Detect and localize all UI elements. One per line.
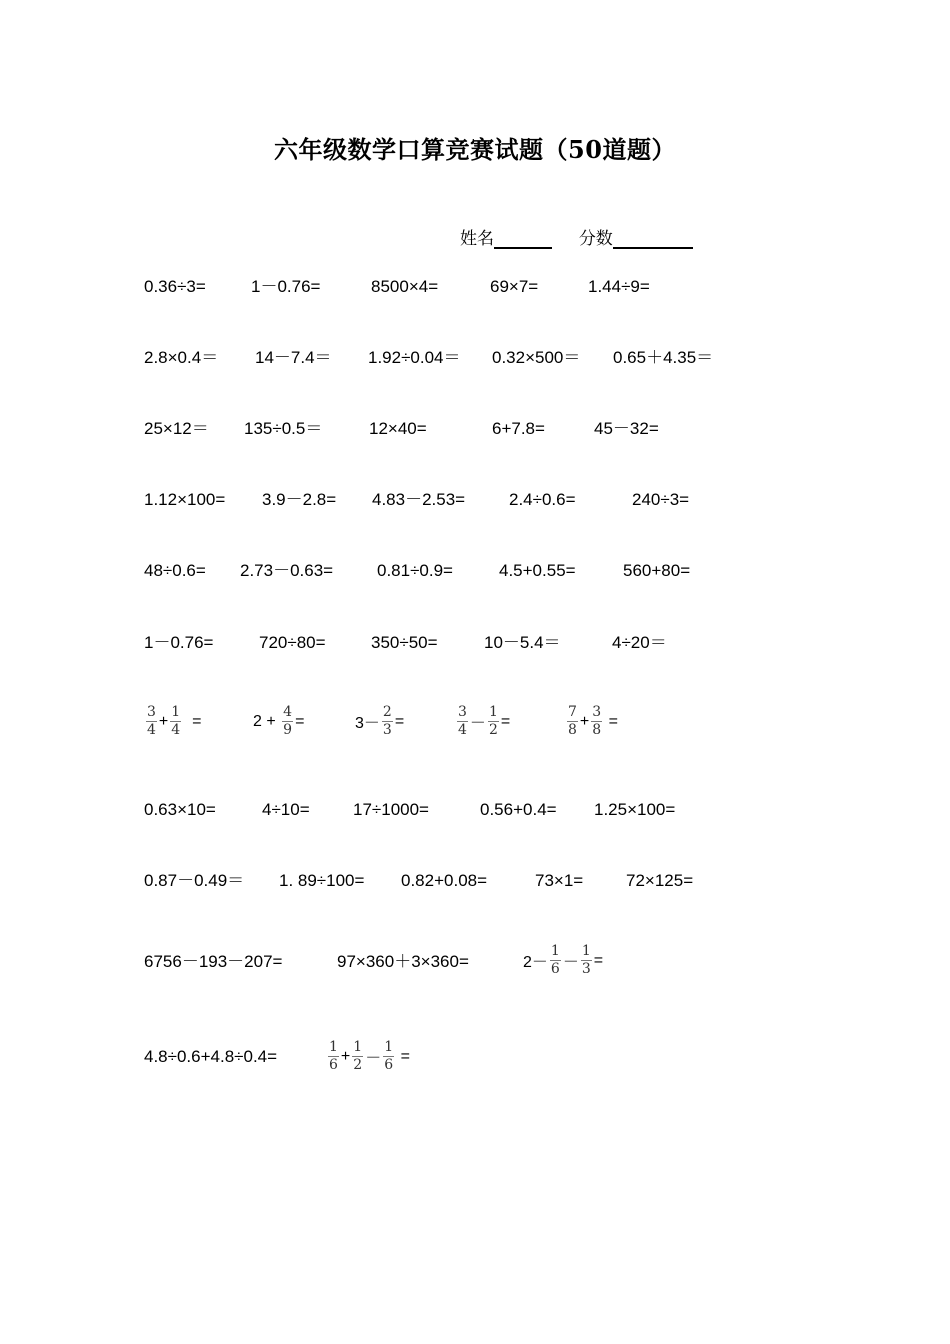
operator: = — [394, 712, 405, 730]
fraction-problem — [253, 704, 304, 752]
denominator: 6 — [550, 961, 560, 977]
fraction — [567, 704, 578, 739]
operator: = — [500, 712, 511, 730]
name-label: 姓名 — [460, 229, 494, 249]
problem: 0.87－0.49＝ — [144, 871, 245, 890]
denominator: 9 — [283, 722, 293, 738]
problem: 560+80= — [623, 561, 691, 580]
problem-row-4 — [0, 490, 950, 530]
problem: 720÷80= — [259, 633, 326, 652]
numerator: 3 — [147, 704, 156, 720]
problem: 97×360＋3×360= — [337, 952, 469, 971]
numerator: 1 — [488, 704, 498, 720]
problem-row-1 — [0, 277, 950, 317]
problem: 0.36÷3= — [144, 277, 206, 296]
problem: 69×7= — [490, 277, 539, 296]
score-blank[interactable] — [613, 229, 693, 249]
fraction — [382, 704, 393, 739]
fraction — [581, 943, 592, 978]
problem: 240÷3= — [632, 490, 690, 509]
problem: 25×12＝ — [144, 419, 209, 438]
problem: 8500×4= — [371, 277, 439, 296]
numerator: 3 — [458, 704, 467, 720]
fraction-problem — [144, 704, 201, 752]
problem: 135÷0.5＝ — [244, 419, 323, 438]
problem: 1.44÷9= — [588, 277, 650, 296]
fraction — [328, 1039, 339, 1074]
fraction-problem — [355, 704, 404, 752]
problem-row-2 — [0, 348, 950, 388]
problem: 1－0.76= — [251, 277, 321, 296]
problem: 10－5.4＝ — [484, 633, 561, 652]
problem: 0.65＋4.35＝ — [613, 348, 714, 367]
page-title: 六年级数学口算竞赛试题（50道题） — [274, 135, 676, 164]
problem: 1－0.76= — [144, 633, 214, 652]
fraction-problem — [455, 704, 510, 752]
numerator: 2 — [382, 704, 392, 720]
problem: 0.56+0.4= — [480, 800, 557, 819]
fraction — [383, 1039, 394, 1074]
denominator: 2 — [488, 722, 498, 738]
denominator: 6 — [384, 1057, 394, 1073]
operator: + — [340, 1047, 351, 1065]
problem: 73×1= — [535, 871, 584, 890]
fraction — [146, 704, 157, 739]
problem: 1.92÷0.04＝ — [368, 348, 461, 367]
numerator: 7 — [568, 704, 577, 720]
problem: 4.5+0.55= — [499, 561, 576, 580]
fraction — [591, 704, 602, 739]
problem-row-11 — [0, 1039, 950, 1099]
problem: 14－7.4＝ — [255, 348, 332, 367]
numerator: 1 — [581, 943, 591, 959]
operator: = — [604, 712, 618, 730]
name-blank[interactable] — [494, 229, 552, 249]
fraction-problem — [565, 704, 618, 752]
problem-row-5 — [0, 561, 950, 601]
problem: 6756－193－207= — [144, 952, 283, 971]
denominator: 8 — [568, 722, 577, 738]
numerator: 1 — [171, 704, 181, 720]
problem: 4÷10= — [262, 800, 310, 819]
problem: 0.81÷0.9= — [377, 561, 453, 580]
numerator: 1 — [384, 1039, 394, 1055]
problem: 12×40= — [369, 419, 427, 438]
operator: － — [469, 715, 486, 732]
problem: 2.8×0.4＝ — [144, 348, 219, 367]
problem: 350÷50= — [371, 633, 438, 652]
operator: 2－ — [523, 954, 548, 971]
problem: 1. 89÷100= — [279, 871, 365, 890]
problem: 1.12×100= — [144, 490, 226, 509]
problem: 4.8÷0.6+4.8÷0.4= — [144, 1047, 278, 1066]
operator: = — [183, 712, 202, 730]
fraction-problem — [326, 1039, 410, 1087]
numerator: 1 — [329, 1039, 338, 1055]
student-info — [460, 224, 693, 249]
denominator: 3 — [581, 961, 591, 977]
operator: － — [365, 1050, 382, 1067]
problem: 4÷20＝ — [612, 633, 667, 652]
fraction-row — [0, 704, 950, 764]
operator: = — [593, 951, 604, 969]
operator: 3－ — [355, 715, 380, 732]
denominator: 8 — [592, 722, 602, 738]
numerator: 4 — [283, 704, 293, 720]
problem: 0.63×10= — [144, 800, 216, 819]
operator: + — [579, 712, 590, 730]
fraction — [457, 704, 468, 739]
fraction-problem — [523, 943, 603, 991]
operator: + — [158, 712, 169, 730]
problem: 6+7.8= — [492, 419, 545, 438]
problem-row-3 — [0, 419, 950, 459]
numerator: 1 — [550, 943, 560, 959]
operator: = — [396, 1047, 410, 1065]
fraction — [282, 704, 293, 739]
problem: 2.4÷0.6= — [509, 490, 576, 509]
problem: 4.83－2.53= — [372, 490, 466, 509]
denominator: 4 — [147, 722, 156, 738]
problem: 1.25×100= — [594, 800, 676, 819]
denominator: 6 — [329, 1057, 338, 1073]
problem: 72×125= — [626, 871, 694, 890]
problem-row-9 — [0, 871, 950, 911]
problem: 0.32×500＝ — [492, 348, 581, 367]
problem-row-6 — [0, 633, 950, 673]
fraction — [170, 704, 181, 739]
numerator: 3 — [592, 704, 602, 720]
operator: 2 + — [253, 712, 281, 730]
problem: 48÷0.6= — [144, 561, 206, 580]
problem-row-8 — [0, 800, 950, 840]
numerator: 1 — [353, 1039, 363, 1055]
denominator: 2 — [353, 1057, 363, 1073]
fraction — [550, 943, 561, 978]
score-label: 分数 — [578, 229, 613, 249]
problem: 0.82+0.08= — [401, 871, 488, 890]
fraction — [352, 1039, 363, 1074]
problem-row-10 — [0, 943, 950, 1003]
operator: = — [295, 712, 305, 730]
denominator: 3 — [382, 722, 392, 738]
problem: 45－32= — [594, 419, 659, 438]
problem: 3.9－2.8= — [262, 490, 337, 509]
fraction — [488, 704, 499, 739]
problem: 2.73－0.63= — [240, 561, 334, 580]
operator: － — [562, 954, 579, 971]
denominator: 4 — [171, 722, 181, 738]
denominator: 4 — [458, 722, 467, 738]
problem: 17÷1000= — [353, 800, 429, 819]
